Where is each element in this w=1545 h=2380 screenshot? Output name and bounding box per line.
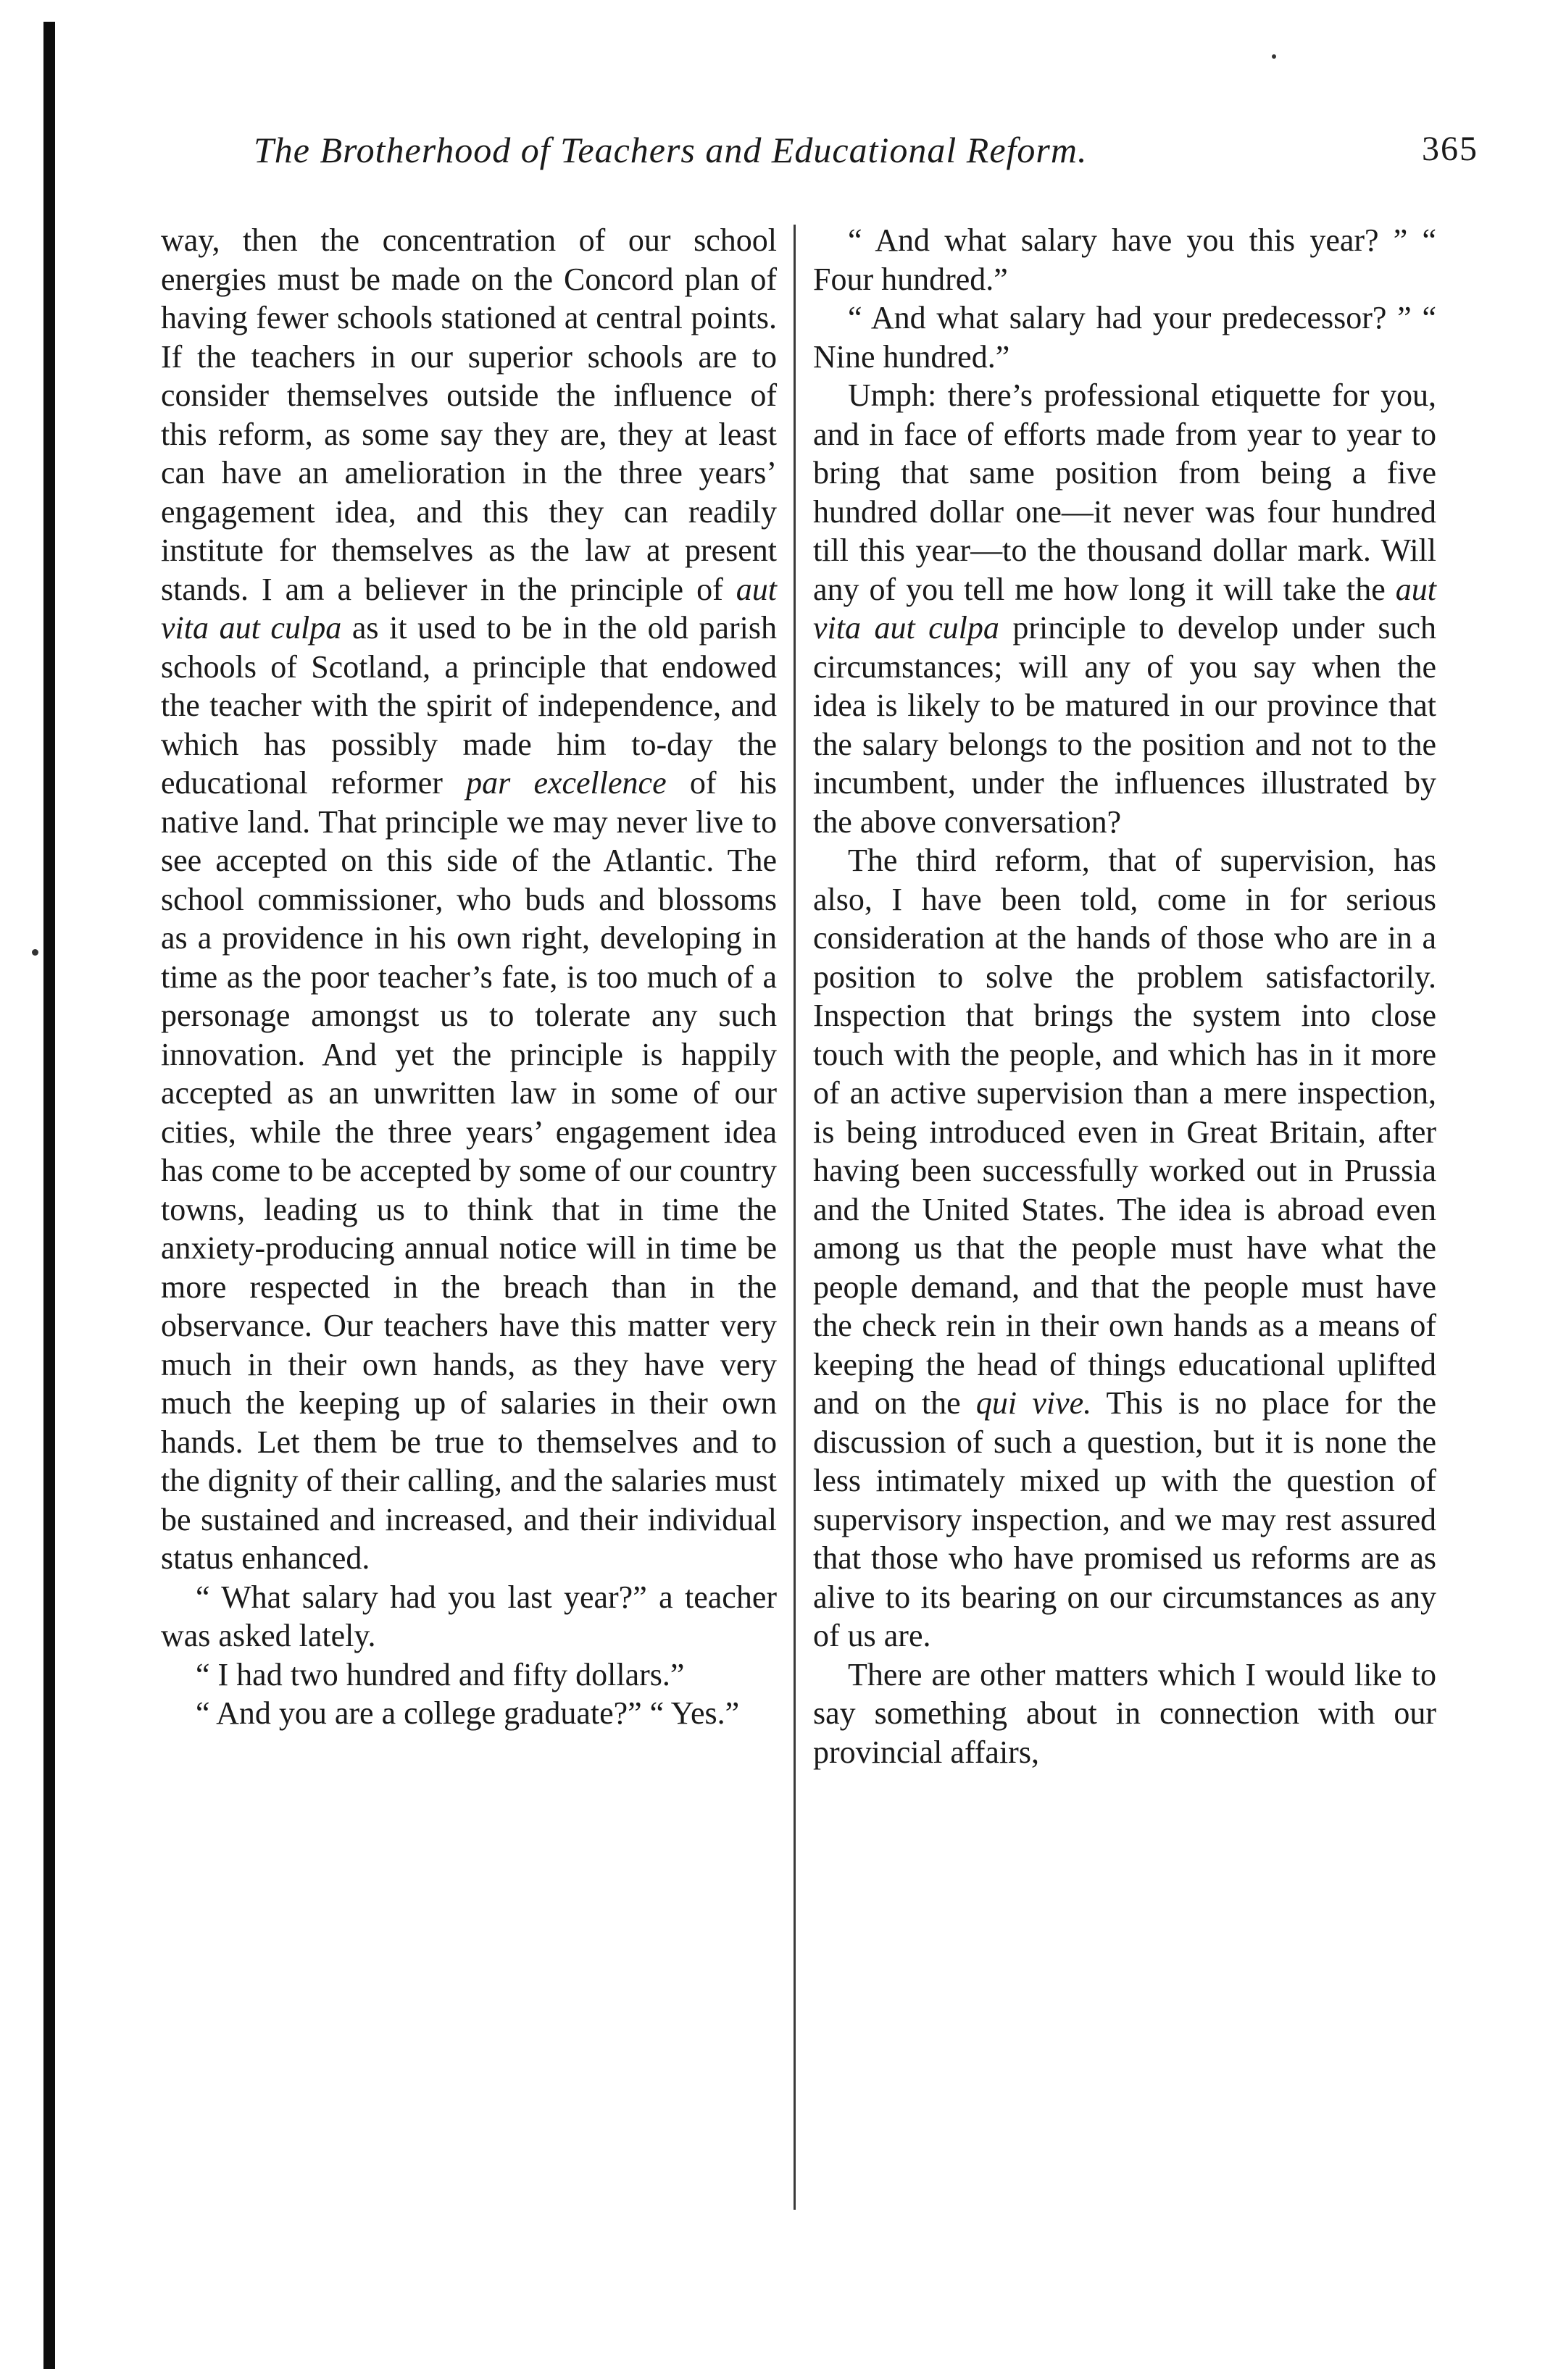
paragraph: Umph: there’s professional etiquette for you, and in face of efforts made from year to year to bring that same position from being a five hundred dollar one—it never was four hundred till this year—to the thousand dollar mark. Will any of you tell me how long it will take the aut vita aut culpa principle to develop under such circumstances; will any of you say when the idea is likely to be matured in our province that the salary belongs to the position and not to the incumbent, under the influences illustrated by the above conversation? bbox=[813, 377, 1437, 840]
italic-phrase: aut vita aut culpa bbox=[813, 571, 1437, 646]
paragraph: The third reform, that of supervision, has also, I have been told, come in for serious consideration at the hands of those who are in a position to solve the problem satisfactorily. Inspection that brings the system into close touch with the people, and which has in it more of an active supervision than a mere inspection, is being introduced even in Great Britain, after having been successfully worked out in Prussia and the United States. The idea is abroad even among us that the people must have what the people demand, and that the people must have the check rein in their own hands as a means of keeping the head of things educational uplifted and on the qui vive. This is no place for the discussion of such a question, but it is none the less intimately mixed up with the question of supervisory inspection, and we may rest assured that those who have promised us reforms are as alive to its bearing on our circumstances as any of us are. bbox=[813, 843, 1436, 1653]
paragraph: “ And you are a college graduate?” “ Yes.” bbox=[196, 1695, 740, 1731]
right-column bbox=[813, 221, 1436, 1771]
column-divider bbox=[794, 225, 796, 2210]
paragraph: There are other matters which I would like to say something about in connection with our provincial affairs, bbox=[813, 1656, 1436, 1770]
page-header bbox=[254, 129, 1478, 187]
italic-phrase: qui vive. bbox=[975, 1385, 1092, 1421]
italic-phrase: par excellence bbox=[466, 765, 667, 801]
scan-speck bbox=[32, 949, 38, 956]
italic-phrase: aut vita aut culpa bbox=[161, 571, 778, 646]
paragraph: “ And what salary have you this year? ” “ Four hundred.” bbox=[813, 222, 1436, 297]
paragraph: “ And what salary had your predecessor? ” “ Nine hundred.” bbox=[813, 300, 1436, 375]
paragraph: “ I had two hundred and fifty dollars.” bbox=[196, 1656, 685, 1692]
page-number: 365 bbox=[1422, 130, 1478, 168]
scan-speck bbox=[1272, 54, 1276, 59]
left-column bbox=[161, 221, 777, 1733]
running-title: The Brotherhood of Teachers and Educational Reform. bbox=[254, 130, 1088, 170]
binding-edge bbox=[43, 22, 55, 2369]
paragraph: way, then the concentration of our school energies must be made on the Concord plan of having fewer schools stationed at central points. If the teachers in our superior schools are to consider themselves outside the influence of this reform, as some say they are, they at least can have an amelioration in the three years’ engagement idea, and this they can readily institute for themselves as the law at present stands. I am a believer in the principle of aut vita aut culpa as it used to be in the old parish schools of Scotland, a principle that endowed the teacher with the spirit of independence, and which has possibly made him to-day the educational reformer par excellence of his native land. That principle we may never live to see accepted on this side of the Atlantic. The school commissioner, who buds and blossoms as a providence in his own right, developing in time as the poor teacher’s fate, is too much of a personage amongst us to tolerate any such innovation. And yet the principle is happily accepted as an unwritten law in some of our cities, while the three years’ engagement idea has come to be accepted by some of our country towns, leading us to think that in time the anxiety-producing annual notice will in time be more respected in the breach than in the observance. Our teachers have this matter very much in their own hands, as they have very much the keeping up of salaries in their own hands. Let them be true to themselves and to the dignity of their calling, and the salaries must be sustained and increased, and their individual status enhanced. bbox=[161, 222, 778, 1576]
paragraph: “ What salary had you last year?” a teacher was asked lately. bbox=[161, 1579, 777, 1653]
